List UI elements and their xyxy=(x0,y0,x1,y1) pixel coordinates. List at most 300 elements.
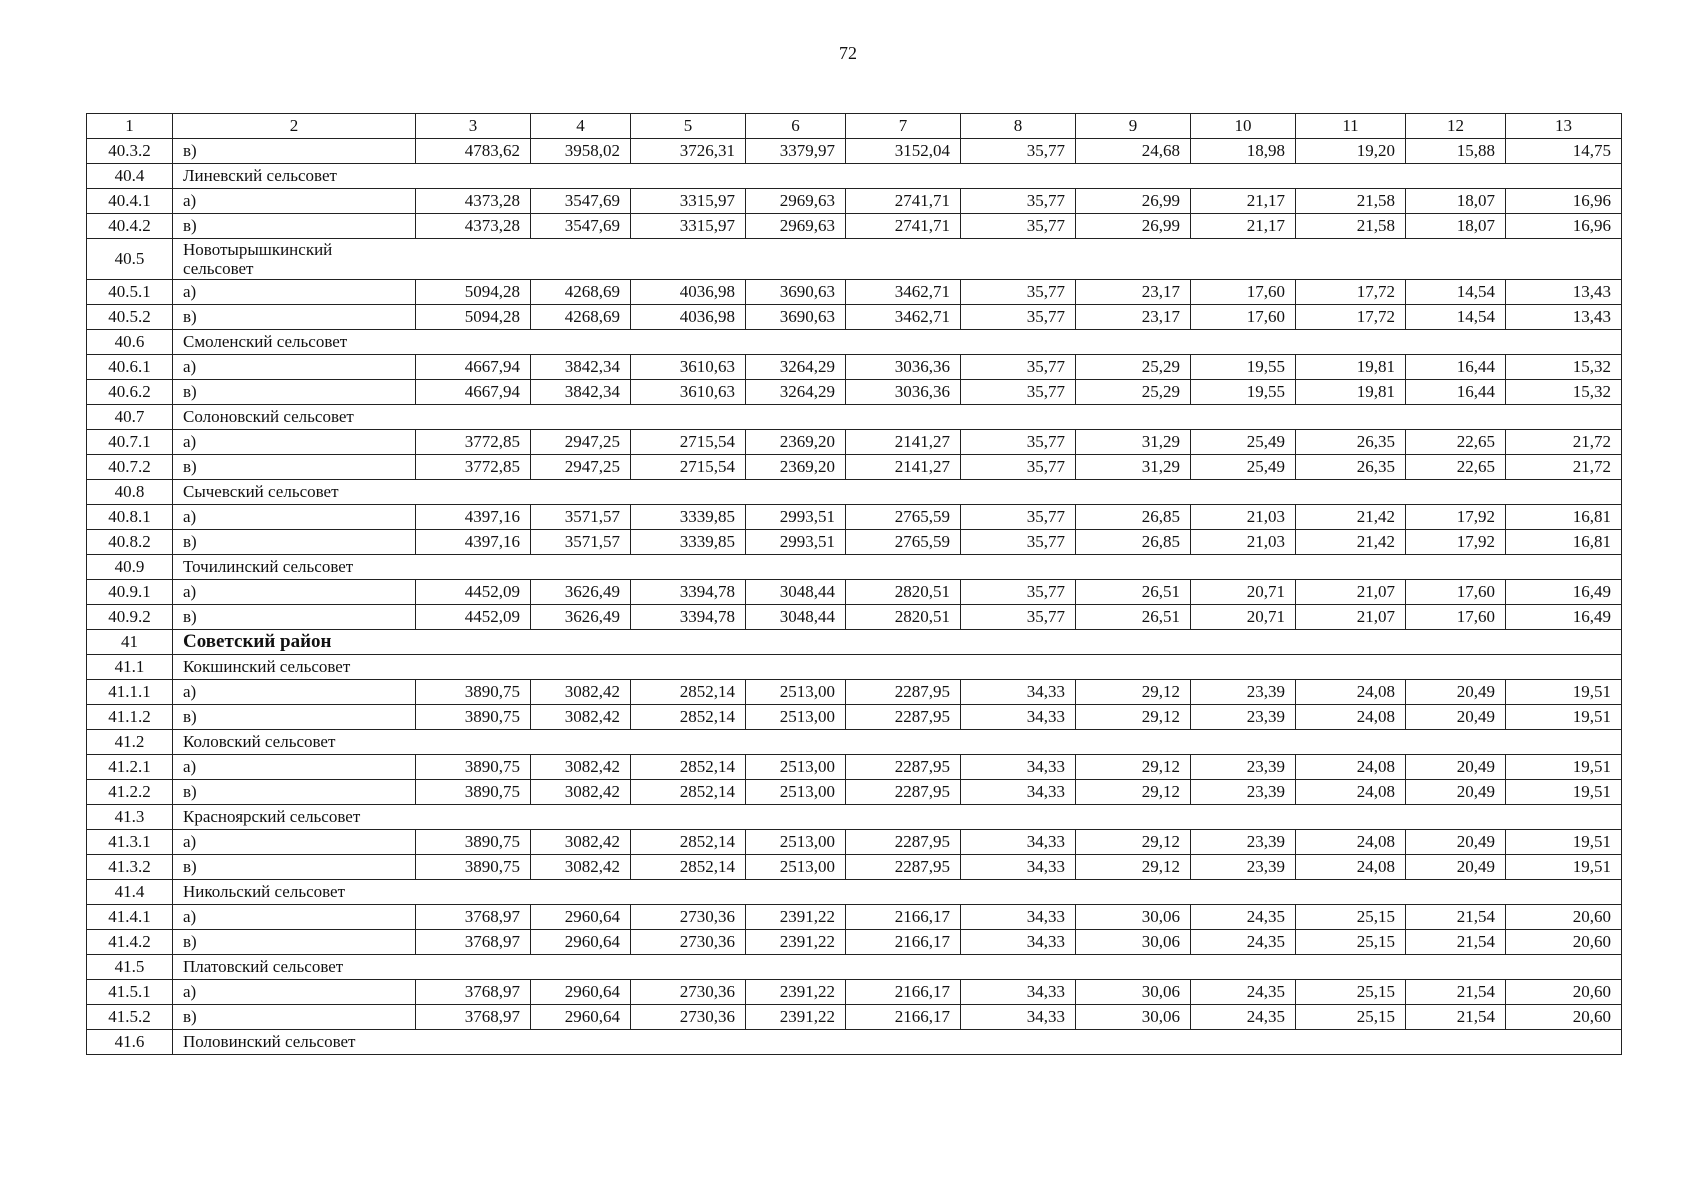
table-cell: 29,12 xyxy=(1076,755,1191,780)
row-code: 41.4.1 xyxy=(87,905,173,930)
table-cell: 35,77 xyxy=(961,139,1076,164)
table-cell: 19,81 xyxy=(1296,355,1406,380)
row-code: 40.4.1 xyxy=(87,189,173,214)
table-cell: 20,60 xyxy=(1506,930,1622,955)
table-cell: 30,06 xyxy=(1076,930,1191,955)
table-cell: 35,77 xyxy=(961,455,1076,480)
table-cell: 19,51 xyxy=(1506,830,1622,855)
column-header: 6 xyxy=(746,114,846,139)
table-cell: 2166,17 xyxy=(846,980,961,1005)
section-spacer xyxy=(416,330,1622,355)
row-code: 41.6 xyxy=(87,1030,173,1055)
section-title: Солоновский сельсовет xyxy=(173,405,416,430)
table-cell: 20,49 xyxy=(1406,830,1506,855)
table-cell: 3768,97 xyxy=(416,1005,531,1030)
table-cell: 17,60 xyxy=(1191,305,1296,330)
table-cell: 2993,51 xyxy=(746,505,846,530)
table-cell: 34,33 xyxy=(961,680,1076,705)
table-cell: 4667,94 xyxy=(416,380,531,405)
table-cell: 3842,34 xyxy=(531,355,631,380)
table-cell: 2287,95 xyxy=(846,780,961,805)
table-cell: 34,33 xyxy=(961,705,1076,730)
table-cell: 18,07 xyxy=(1406,214,1506,239)
table-cell: 3379,97 xyxy=(746,139,846,164)
table-cell: 2820,51 xyxy=(846,580,961,605)
row-variant-label: а) xyxy=(173,580,416,605)
table-cell: 23,39 xyxy=(1191,680,1296,705)
table-cell: 17,92 xyxy=(1406,505,1506,530)
table-cell: 2715,54 xyxy=(631,455,746,480)
row-variant-label: в) xyxy=(173,214,416,239)
table-cell: 3890,75 xyxy=(416,830,531,855)
table-cell: 2947,25 xyxy=(531,455,631,480)
table-cell: 26,35 xyxy=(1296,430,1406,455)
row-variant-label: в) xyxy=(173,455,416,480)
table-cell: 29,12 xyxy=(1076,680,1191,705)
table-cell: 21,17 xyxy=(1191,189,1296,214)
table-cell: 2141,27 xyxy=(846,430,961,455)
table-cell: 35,77 xyxy=(961,280,1076,305)
section-row xyxy=(87,164,1622,189)
table-cell: 16,49 xyxy=(1506,580,1622,605)
column-header: 13 xyxy=(1506,114,1622,139)
section-spacer xyxy=(416,655,1622,680)
table-cell: 4452,09 xyxy=(416,580,531,605)
table-cell: 21,54 xyxy=(1406,930,1506,955)
table-cell: 35,77 xyxy=(961,505,1076,530)
section-title: Точилинский сельсовет xyxy=(173,555,416,580)
table-cell: 4452,09 xyxy=(416,605,531,630)
table-cell: 22,65 xyxy=(1406,455,1506,480)
row-code: 40.8.1 xyxy=(87,505,173,530)
table-cell: 19,51 xyxy=(1506,705,1622,730)
table-cell: 24,35 xyxy=(1191,930,1296,955)
table-row xyxy=(87,580,1622,605)
column-header: 12 xyxy=(1406,114,1506,139)
table-body xyxy=(87,114,1622,1055)
table-cell: 3571,57 xyxy=(531,530,631,555)
row-code: 40.6.2 xyxy=(87,380,173,405)
table-cell: 3890,75 xyxy=(416,705,531,730)
row-code: 40.8.2 xyxy=(87,530,173,555)
section-row xyxy=(87,805,1622,830)
table-cell: 2166,17 xyxy=(846,905,961,930)
table-cell: 17,60 xyxy=(1406,605,1506,630)
table-cell: 35,77 xyxy=(961,380,1076,405)
section-title: Коловский сельсовет xyxy=(173,730,416,755)
row-code: 40.7.2 xyxy=(87,455,173,480)
table-row xyxy=(87,214,1622,239)
table-cell: 20,49 xyxy=(1406,755,1506,780)
table-cell: 2287,95 xyxy=(846,680,961,705)
table-cell: 20,60 xyxy=(1506,1005,1622,1030)
table-cell: 4036,98 xyxy=(631,305,746,330)
table-cell: 3462,71 xyxy=(846,305,961,330)
row-code: 41.5 xyxy=(87,955,173,980)
table-cell: 18,98 xyxy=(1191,139,1296,164)
row-variant-label: в) xyxy=(173,530,416,555)
table-cell: 2391,22 xyxy=(746,905,846,930)
table-cell: 3082,42 xyxy=(531,830,631,855)
row-code: 41.5.1 xyxy=(87,980,173,1005)
page-number: 72 xyxy=(839,43,857,63)
table-cell: 4268,69 xyxy=(531,305,631,330)
table-cell: 2166,17 xyxy=(846,930,961,955)
table-cell: 30,06 xyxy=(1076,905,1191,930)
table-row xyxy=(87,705,1622,730)
table-cell: 35,77 xyxy=(961,430,1076,455)
table-cell: 2513,00 xyxy=(746,680,846,705)
section-row xyxy=(87,730,1622,755)
table-cell: 2969,63 xyxy=(746,214,846,239)
section-title: Половинский сельсовет xyxy=(173,1030,416,1055)
table-cell: 17,60 xyxy=(1406,580,1506,605)
table-cell: 35,77 xyxy=(961,189,1076,214)
row-code: 41.1.2 xyxy=(87,705,173,730)
table-cell: 14,54 xyxy=(1406,280,1506,305)
table-cell: 2947,25 xyxy=(531,430,631,455)
table-cell: 29,12 xyxy=(1076,780,1191,805)
table-cell: 2369,20 xyxy=(746,455,846,480)
table-cell: 2852,14 xyxy=(631,680,746,705)
table-cell: 25,15 xyxy=(1296,905,1406,930)
district-row xyxy=(87,630,1622,655)
section-spacer xyxy=(416,880,1622,905)
table-cell: 31,29 xyxy=(1076,430,1191,455)
table-cell: 29,12 xyxy=(1076,705,1191,730)
table-cell: 3082,42 xyxy=(531,705,631,730)
table-cell: 2391,22 xyxy=(746,1005,846,1030)
table-cell: 3394,78 xyxy=(631,605,746,630)
table-cell: 2852,14 xyxy=(631,755,746,780)
table-cell: 34,33 xyxy=(961,930,1076,955)
table-cell: 25,29 xyxy=(1076,355,1191,380)
table-cell: 24,08 xyxy=(1296,780,1406,805)
row-code: 40.3.2 xyxy=(87,139,173,164)
column-header: 3 xyxy=(416,114,531,139)
table-cell: 2730,36 xyxy=(631,1005,746,1030)
district-title: Советский район xyxy=(173,630,416,655)
table-cell: 14,75 xyxy=(1506,139,1622,164)
table-row xyxy=(87,980,1622,1005)
table-cell: 19,51 xyxy=(1506,855,1622,880)
table-cell: 2513,00 xyxy=(746,705,846,730)
table-cell: 3690,63 xyxy=(746,280,846,305)
row-variant-label: а) xyxy=(173,505,416,530)
table-cell: 19,55 xyxy=(1191,380,1296,405)
table-row xyxy=(87,189,1622,214)
table-cell: 21,07 xyxy=(1296,580,1406,605)
table-cell: 13,43 xyxy=(1506,305,1622,330)
row-code: 40.9.1 xyxy=(87,580,173,605)
table-cell: 3547,69 xyxy=(531,189,631,214)
table-cell: 4397,16 xyxy=(416,530,531,555)
column-header: 1 xyxy=(87,114,173,139)
table-cell: 3958,02 xyxy=(531,139,631,164)
table-cell: 4397,16 xyxy=(416,505,531,530)
table-row xyxy=(87,755,1622,780)
table-cell: 2287,95 xyxy=(846,755,961,780)
section-spacer xyxy=(416,164,1622,189)
table-cell: 21,54 xyxy=(1406,980,1506,1005)
table-cell: 19,20 xyxy=(1296,139,1406,164)
table-cell: 16,81 xyxy=(1506,505,1622,530)
table-row xyxy=(87,830,1622,855)
table-cell: 18,07 xyxy=(1406,189,1506,214)
table-cell: 26,99 xyxy=(1076,214,1191,239)
table-row xyxy=(87,455,1622,480)
row-code: 40.4 xyxy=(87,164,173,189)
column-header: 7 xyxy=(846,114,961,139)
table-cell: 3048,44 xyxy=(746,605,846,630)
table-cell: 3462,71 xyxy=(846,280,961,305)
section-spacer xyxy=(416,1030,1622,1055)
table-row xyxy=(87,139,1622,164)
row-variant-label: а) xyxy=(173,280,416,305)
table-cell: 3315,97 xyxy=(631,214,746,239)
section-spacer xyxy=(416,630,1622,655)
table-cell: 17,92 xyxy=(1406,530,1506,555)
column-header: 11 xyxy=(1296,114,1406,139)
row-variant-label: в) xyxy=(173,1005,416,1030)
table-cell: 3610,63 xyxy=(631,355,746,380)
table-cell: 3626,49 xyxy=(531,580,631,605)
table-cell: 16,44 xyxy=(1406,355,1506,380)
table-cell: 19,55 xyxy=(1191,355,1296,380)
table-row xyxy=(87,355,1622,380)
table-cell: 21,03 xyxy=(1191,530,1296,555)
table-cell: 34,33 xyxy=(961,755,1076,780)
table-cell: 2960,64 xyxy=(531,1005,631,1030)
table-cell: 21,72 xyxy=(1506,455,1622,480)
table-cell: 3082,42 xyxy=(531,680,631,705)
row-code: 41.3.2 xyxy=(87,855,173,880)
section-row xyxy=(87,405,1622,430)
table-cell: 2852,14 xyxy=(631,855,746,880)
row-variant-label: в) xyxy=(173,930,416,955)
table-cell: 2852,14 xyxy=(631,705,746,730)
table-cell: 4783,62 xyxy=(416,139,531,164)
table-cell: 26,51 xyxy=(1076,605,1191,630)
table-cell: 3315,97 xyxy=(631,189,746,214)
table-cell: 20,49 xyxy=(1406,705,1506,730)
table-cell: 25,15 xyxy=(1296,1005,1406,1030)
section-title: Кокшинский сельсовет xyxy=(173,655,416,680)
row-variant-label: а) xyxy=(173,980,416,1005)
table-cell: 3890,75 xyxy=(416,680,531,705)
table-cell: 17,72 xyxy=(1296,305,1406,330)
table-cell: 23,39 xyxy=(1191,780,1296,805)
table-cell: 24,35 xyxy=(1191,905,1296,930)
table-cell: 21,58 xyxy=(1296,214,1406,239)
column-header: 9 xyxy=(1076,114,1191,139)
table-cell: 24,08 xyxy=(1296,705,1406,730)
table-cell: 4036,98 xyxy=(631,280,746,305)
table-cell: 2960,64 xyxy=(531,930,631,955)
table-cell: 34,33 xyxy=(961,780,1076,805)
table-cell: 30,06 xyxy=(1076,1005,1191,1030)
table-row xyxy=(87,1005,1622,1030)
row-code: 40.5.1 xyxy=(87,280,173,305)
table-row xyxy=(87,380,1622,405)
table-cell: 16,81 xyxy=(1506,530,1622,555)
row-code: 40.8 xyxy=(87,480,173,505)
table-cell: 22,65 xyxy=(1406,430,1506,455)
row-code: 40.5.2 xyxy=(87,305,173,330)
row-variant-label: а) xyxy=(173,830,416,855)
table-row xyxy=(87,505,1622,530)
row-code: 41.2.1 xyxy=(87,755,173,780)
table-cell: 2715,54 xyxy=(631,430,746,455)
table-cell: 20,60 xyxy=(1506,905,1622,930)
row-code: 41.3.1 xyxy=(87,830,173,855)
row-variant-label: а) xyxy=(173,430,416,455)
table-cell: 29,12 xyxy=(1076,830,1191,855)
table-cell: 2730,36 xyxy=(631,930,746,955)
table-cell: 19,81 xyxy=(1296,380,1406,405)
table-cell: 13,43 xyxy=(1506,280,1622,305)
table-cell: 24,68 xyxy=(1076,139,1191,164)
table-cell: 3772,85 xyxy=(416,455,531,480)
table-cell: 25,15 xyxy=(1296,930,1406,955)
row-variant-label: в) xyxy=(173,305,416,330)
row-code: 41.2 xyxy=(87,730,173,755)
table-cell: 21,54 xyxy=(1406,1005,1506,1030)
row-code: 40.9.2 xyxy=(87,605,173,630)
table-cell: 5094,28 xyxy=(416,305,531,330)
section-spacer xyxy=(416,805,1622,830)
table-cell: 35,77 xyxy=(961,580,1076,605)
table-cell: 23,39 xyxy=(1191,855,1296,880)
section-title: Платовский сельсовет xyxy=(173,955,416,980)
table-cell: 35,77 xyxy=(961,305,1076,330)
section-row xyxy=(87,1030,1622,1055)
table-cell: 5094,28 xyxy=(416,280,531,305)
row-variant-label: в) xyxy=(173,139,416,164)
table-cell: 2969,63 xyxy=(746,189,846,214)
table-cell: 24,08 xyxy=(1296,680,1406,705)
row-code: 41.5.2 xyxy=(87,1005,173,1030)
table-cell: 17,60 xyxy=(1191,280,1296,305)
table-cell: 2391,22 xyxy=(746,980,846,1005)
table-cell: 34,33 xyxy=(961,830,1076,855)
table-cell: 3547,69 xyxy=(531,214,631,239)
table-cell: 2287,95 xyxy=(846,705,961,730)
row-code: 41.1.1 xyxy=(87,680,173,705)
table-cell: 26,85 xyxy=(1076,505,1191,530)
table-cell: 3048,44 xyxy=(746,580,846,605)
table-cell: 3690,63 xyxy=(746,305,846,330)
table-cell: 21,54 xyxy=(1406,905,1506,930)
table-cell: 26,35 xyxy=(1296,455,1406,480)
table-cell: 2391,22 xyxy=(746,930,846,955)
section-title: Новотырышкинский сельсовет xyxy=(173,239,416,280)
table-cell: 21,42 xyxy=(1296,530,1406,555)
row-code: 40.9 xyxy=(87,555,173,580)
table-cell: 3082,42 xyxy=(531,755,631,780)
table-cell: 19,51 xyxy=(1506,680,1622,705)
row-code: 41 xyxy=(87,630,173,655)
table-cell: 21,42 xyxy=(1296,505,1406,530)
table-cell: 3890,75 xyxy=(416,780,531,805)
table-cell: 16,49 xyxy=(1506,605,1622,630)
section-row xyxy=(87,239,1622,280)
table-cell: 3890,75 xyxy=(416,855,531,880)
table-cell: 21,72 xyxy=(1506,430,1622,455)
row-variant-label: а) xyxy=(173,355,416,380)
table-cell: 21,03 xyxy=(1191,505,1296,530)
table-cell: 3772,85 xyxy=(416,430,531,455)
table-cell: 3152,04 xyxy=(846,139,961,164)
row-variant-label: в) xyxy=(173,855,416,880)
table-row xyxy=(87,605,1622,630)
section-spacer xyxy=(416,955,1622,980)
row-code: 41.4 xyxy=(87,880,173,905)
table-cell: 3264,29 xyxy=(746,380,846,405)
table-cell: 15,32 xyxy=(1506,380,1622,405)
column-header: 2 xyxy=(173,114,416,139)
table-cell: 2852,14 xyxy=(631,780,746,805)
table-cell: 4667,94 xyxy=(416,355,531,380)
row-variant-label: а) xyxy=(173,680,416,705)
table-cell: 20,49 xyxy=(1406,855,1506,880)
table-cell: 3726,31 xyxy=(631,139,746,164)
table-cell: 25,49 xyxy=(1191,455,1296,480)
table-cell: 4373,28 xyxy=(416,214,531,239)
table-row xyxy=(87,305,1622,330)
table-cell: 15,32 xyxy=(1506,355,1622,380)
table-cell: 2141,27 xyxy=(846,455,961,480)
table-cell: 2513,00 xyxy=(746,855,846,880)
table-cell: 23,39 xyxy=(1191,705,1296,730)
section-spacer xyxy=(416,555,1622,580)
table-cell: 3768,97 xyxy=(416,930,531,955)
table-cell: 3264,29 xyxy=(746,355,846,380)
table-cell: 30,06 xyxy=(1076,980,1191,1005)
table-cell: 2287,95 xyxy=(846,830,961,855)
row-variant-label: а) xyxy=(173,755,416,780)
section-spacer xyxy=(416,730,1622,755)
table-cell: 2287,95 xyxy=(846,855,961,880)
section-title: Красноярский сельсовет xyxy=(173,805,416,830)
row-variant-label: а) xyxy=(173,189,416,214)
section-row xyxy=(87,555,1622,580)
table-cell: 35,77 xyxy=(961,605,1076,630)
table-cell: 2369,20 xyxy=(746,430,846,455)
table-cell: 3036,36 xyxy=(846,380,961,405)
section-row xyxy=(87,330,1622,355)
table-cell: 4268,69 xyxy=(531,280,631,305)
table-cell: 19,51 xyxy=(1506,755,1622,780)
table-cell: 20,71 xyxy=(1191,580,1296,605)
table-cell: 3610,63 xyxy=(631,380,746,405)
table-cell: 23,17 xyxy=(1076,305,1191,330)
table-cell: 24,08 xyxy=(1296,855,1406,880)
column-header: 8 xyxy=(961,114,1076,139)
table-row xyxy=(87,430,1622,455)
table-cell: 2993,51 xyxy=(746,530,846,555)
row-variant-label: в) xyxy=(173,705,416,730)
table-cell: 14,54 xyxy=(1406,305,1506,330)
table-cell: 23,39 xyxy=(1191,755,1296,780)
table-cell: 24,35 xyxy=(1191,1005,1296,1030)
table-cell: 35,77 xyxy=(961,355,1076,380)
table-cell: 21,07 xyxy=(1296,605,1406,630)
section-row xyxy=(87,955,1622,980)
table-cell: 20,49 xyxy=(1406,780,1506,805)
table-cell: 16,44 xyxy=(1406,380,1506,405)
section-title: Линевский сельсовет xyxy=(173,164,416,189)
